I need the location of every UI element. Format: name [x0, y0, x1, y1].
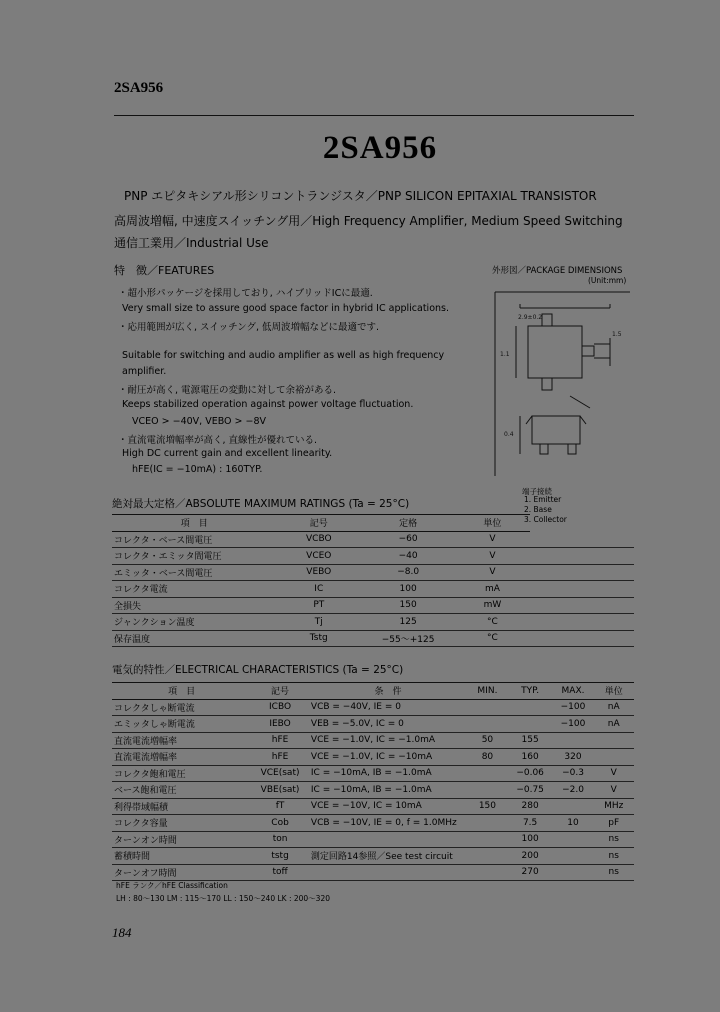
classification-title: hFE ランク／hFE Classification	[116, 881, 228, 890]
cell: 155	[508, 732, 553, 749]
cell: °C	[455, 630, 529, 647]
cell: V	[455, 564, 529, 581]
cell	[467, 765, 508, 782]
page-title: 2SA956	[322, 130, 438, 166]
subtitle-line-1: PNP エピタキシアル形シリコントランジスタ／PNP SILICON EPITAXIAL TRANSISTOR	[124, 189, 597, 203]
cell: toff	[251, 864, 309, 881]
cell	[309, 864, 467, 881]
cell: ターンオン時間	[112, 831, 251, 848]
cell: hFE	[251, 732, 309, 749]
cell: 200	[508, 848, 553, 865]
table-row	[112, 815, 634, 832]
table-row	[112, 614, 634, 631]
package-heading: 外形図／PACKAGE DIMENSIONS	[492, 266, 623, 276]
cell: コレクタ容量	[112, 815, 251, 832]
dim-label: 1.1	[500, 351, 510, 358]
feature-line: VCEO > −40V, VEBO > −8V	[132, 416, 267, 427]
cell: Tj	[277, 614, 361, 631]
cell: −8.0	[361, 564, 455, 581]
cell: VCE = −10V, IC = 10mA	[309, 798, 467, 815]
cell	[467, 848, 508, 865]
feature-line: ・超小形パッケージを採用しており, ハイブリッドICに最適.	[118, 288, 373, 299]
feature-line: ・直流電流増幅率が高く, 直線性が優れている.	[118, 435, 318, 446]
cell: 測定回路14参照／See test circuit	[309, 848, 467, 865]
cell: IEBO	[251, 716, 309, 733]
table-row	[112, 765, 634, 782]
cell: −40	[361, 548, 455, 565]
cell: −55～+125	[361, 630, 455, 647]
cell: PT	[277, 597, 361, 614]
table-row	[112, 699, 634, 716]
dim-label: 2.9±0.2	[518, 314, 543, 321]
col-header: 定格	[361, 515, 455, 532]
col-header: TYP.	[508, 683, 553, 700]
cell: VCE = −1.0V, IC = −10mA	[309, 749, 467, 766]
table-row	[112, 732, 634, 749]
cell: 150	[361, 597, 455, 614]
cell: 保存温度	[112, 630, 277, 647]
page-number: 184	[112, 925, 132, 940]
feature-line: ・応用範囲が広く, スイッチング, 低周波増幅などに最適です.	[118, 322, 380, 333]
cell: エミッタしゃ断電流	[112, 716, 251, 733]
cell	[553, 831, 594, 848]
header-rule	[114, 115, 634, 116]
package-unit: (Unit:mm)	[588, 276, 627, 285]
cell	[553, 798, 594, 815]
table-row	[112, 798, 634, 815]
cell: 270	[508, 864, 553, 881]
cell: VCEO	[277, 548, 361, 565]
col-header: 記号	[251, 683, 309, 700]
feature-line: High DC current gain and excellent linearity.	[122, 448, 333, 459]
cell: 50	[467, 732, 508, 749]
cell: fT	[251, 798, 309, 815]
cell: 直流電流増幅率	[112, 749, 251, 766]
elec-heading: 電気的特性／ELECTRICAL CHARACTERISTICS (Ta = 25°C)	[112, 664, 404, 676]
cell: IC = −10mA, IB = −1.0mA	[309, 782, 467, 799]
cell: VCE(sat)	[251, 765, 309, 782]
cell: ICBO	[251, 699, 309, 716]
table-row	[112, 716, 634, 733]
table-header-row	[112, 683, 634, 700]
feature-line: Keeps stabilized operation against power voltage fluctuation.	[122, 399, 414, 410]
pin-item: 3. Collector	[524, 515, 567, 524]
pin-title: 端子接続	[522, 487, 552, 496]
cell: ターンオフ時間	[112, 864, 251, 881]
cell: 280	[508, 798, 553, 815]
cell	[553, 864, 594, 881]
table-row	[112, 581, 634, 598]
cell: VEB = −5.0V, IC = 0	[309, 716, 467, 733]
cell: mW	[455, 597, 529, 614]
cell: 蓄積時間	[112, 848, 251, 865]
pin-item: 1. Emitter	[524, 495, 562, 504]
cell: −100	[553, 716, 594, 733]
col-header: 条 件	[309, 683, 467, 700]
cell: −0.06	[508, 765, 553, 782]
feature-line: Very small size to assure good space factor in hybrid IC applications.	[122, 303, 449, 314]
table-header-row	[112, 515, 634, 532]
subtitle-line-2: 高周波増幅, 中速度スイッチング用／High Frequency Amplifier, Medium Speed Switching	[114, 214, 623, 228]
cell: tstg	[251, 848, 309, 865]
cell: −0.75	[508, 782, 553, 799]
feature-line: hFE(IC = −10mA) : 160TYP.	[132, 464, 263, 475]
table-row	[112, 749, 634, 766]
cell	[553, 848, 594, 865]
cell: nA	[593, 699, 634, 716]
col-header: 単位	[455, 515, 529, 532]
col-header: 項 目	[112, 683, 251, 700]
subtitle-line-3: 通信工業用／Industrial Use	[114, 236, 269, 250]
cell: 80	[467, 749, 508, 766]
cell	[467, 831, 508, 848]
feature-line: Suitable for switching and audio amplifier as well as high frequency	[122, 350, 445, 361]
cell: 7.5	[508, 815, 553, 832]
cell	[309, 831, 467, 848]
cell	[593, 749, 634, 766]
cell: V	[593, 782, 634, 799]
cell	[593, 732, 634, 749]
col-header: MAX.	[553, 683, 594, 700]
col-header: MIN.	[467, 683, 508, 700]
cell: ton	[251, 831, 309, 848]
feature-line: ・耐圧が高く, 電源電圧の変動に対して余裕がある.	[118, 385, 337, 396]
cell: nA	[593, 716, 634, 733]
cell: ns	[593, 831, 634, 848]
pin-item: 2. Base	[524, 505, 552, 514]
cell: pF	[593, 815, 634, 832]
cell: ns	[593, 848, 634, 865]
cell: mA	[455, 581, 529, 598]
cell: コレクタしゃ断電流	[112, 699, 251, 716]
cell	[553, 732, 594, 749]
col-header: 項 目	[112, 515, 277, 532]
header-part-number: 2SA956	[114, 80, 164, 96]
cell: V	[455, 531, 529, 548]
cell: 直流電流増幅率	[112, 732, 251, 749]
table-row	[112, 630, 634, 647]
cell: VCB = −10V, IE = 0, f = 1.0MHz	[309, 815, 467, 832]
col-header: 単位	[593, 683, 634, 700]
cell: 125	[361, 614, 455, 631]
table-row	[112, 548, 634, 565]
cell: ベース飽和電圧	[112, 782, 251, 799]
features-heading: 特 徴／FEATURES	[114, 264, 215, 277]
cell: エミッタ・ベース間電圧	[112, 564, 277, 581]
cell	[508, 699, 553, 716]
table-row	[112, 597, 634, 614]
cell: ns	[593, 864, 634, 881]
cell: 320	[553, 749, 594, 766]
table-row	[112, 831, 634, 848]
table-row	[112, 531, 634, 548]
dim-label: 1.5	[612, 331, 622, 338]
cell: −2.0	[553, 782, 594, 799]
cell: 100	[361, 581, 455, 598]
package-outline-drawing	[490, 286, 635, 481]
cell: 10	[553, 815, 594, 832]
table-row	[112, 564, 634, 581]
cell: 150	[467, 798, 508, 815]
feature-line: amplifier.	[122, 366, 167, 377]
classification-values: LH : 80～130 LM : 115～170 LL : 150～240 LK : 200～320	[116, 894, 331, 903]
cell: VEBO	[277, 564, 361, 581]
cell	[467, 864, 508, 881]
cell	[467, 716, 508, 733]
cell	[467, 699, 508, 716]
abs-max-heading: 絶対最大定格／ABSOLUTE MAXIMUM RATINGS (Ta = 25°C)	[112, 498, 410, 510]
cell: V	[593, 765, 634, 782]
cell: 全損失	[112, 597, 277, 614]
cell	[467, 782, 508, 799]
cell: VCBO	[277, 531, 361, 548]
cell: −60	[361, 531, 455, 548]
cell: IC	[277, 581, 361, 598]
cell: コレクタ・ベース間電圧	[112, 531, 277, 548]
cell: VCB = −40V, IE = 0	[309, 699, 467, 716]
table-row	[112, 864, 634, 881]
cell: ジャンクション温度	[112, 614, 277, 631]
cell: Tstg	[277, 630, 361, 647]
cell: Cob	[251, 815, 309, 832]
cell: 利得帯域幅積	[112, 798, 251, 815]
cell: 100	[508, 831, 553, 848]
cell	[467, 815, 508, 832]
table-row	[112, 782, 634, 799]
cell: コレクタ飽和電圧	[112, 765, 251, 782]
cell: MHz	[593, 798, 634, 815]
cell	[508, 716, 553, 733]
cell: hFE	[251, 749, 309, 766]
table-row	[112, 848, 634, 865]
cell: V	[455, 548, 529, 565]
elec-table	[112, 682, 634, 881]
cell: −0.3	[553, 765, 594, 782]
cell: IC = −10mA, IB = −1.0mA	[309, 765, 467, 782]
abs-max-table	[112, 514, 634, 647]
cell: −100	[553, 699, 594, 716]
dim-label: 0.4	[504, 431, 514, 438]
cell: VCE = −1.0V, IC = −1.0mA	[309, 732, 467, 749]
cell: コレクタ・エミッタ間電圧	[112, 548, 277, 565]
cell: VBE(sat)	[251, 782, 309, 799]
cell: 160	[508, 749, 553, 766]
col-header: 記号	[277, 515, 361, 532]
cell: コレクタ電流	[112, 581, 277, 598]
cell: °C	[455, 614, 529, 631]
